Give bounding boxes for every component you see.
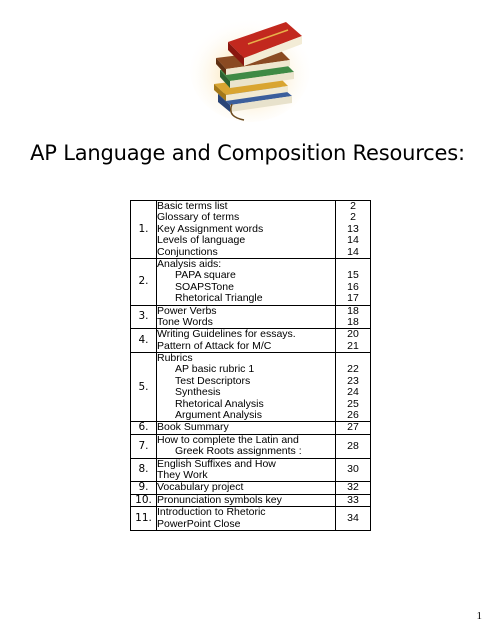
page-reference: 23 — [347, 374, 359, 387]
resource-item: Basic terms list — [157, 200, 228, 212]
page-reference: 18 — [347, 315, 359, 328]
section-number: 9. — [131, 482, 157, 494]
book-stack-illustration — [188, 8, 318, 126]
resource-item: Pattern of Attack for M/C — [157, 339, 272, 352]
section-pages — [336, 353, 371, 422]
document-title: AP Language and Composition Resources: — [30, 141, 465, 165]
section-pages — [336, 482, 371, 494]
table-row — [131, 494, 371, 506]
table-row — [131, 458, 371, 482]
section-items — [157, 458, 336, 482]
section-items — [157, 258, 336, 305]
resource-item: Introduction to Rhetoric — [157, 506, 266, 519]
page-reference: 34 — [347, 511, 359, 524]
page-reference: 33 — [347, 493, 359, 506]
table-row — [131, 329, 371, 353]
resource-item: Tone Words — [157, 315, 213, 328]
section-items — [157, 201, 336, 259]
section-items — [157, 482, 336, 494]
section-pages — [336, 422, 371, 434]
resources-table — [130, 200, 371, 531]
section-number: 7. — [131, 434, 157, 458]
page-reference: 32 — [347, 481, 359, 494]
section-number: 3. — [131, 305, 157, 329]
page-reference: 20 — [347, 328, 359, 341]
resource-item: Rhetorical Analysis — [175, 397, 264, 410]
section-items — [157, 353, 336, 422]
page-reference: 14 — [347, 234, 359, 247]
table-row — [131, 434, 371, 458]
resource-item: How to complete the Latin and — [157, 433, 299, 446]
resource-item: Key Assignment words — [157, 222, 264, 235]
table-row — [131, 305, 371, 329]
resource-item: They Work — [157, 469, 208, 481]
resource-item: English Suffixes and How — [157, 457, 276, 470]
table-row — [131, 201, 371, 259]
resource-item: AP basic rubric 1 — [175, 363, 255, 376]
resource-item: PAPA square — [175, 269, 236, 282]
resource-item: Glossary of terms — [157, 211, 240, 224]
section-number: 1. — [131, 201, 157, 259]
page-reference: 17 — [347, 292, 359, 305]
resource-item: Analysis aids: — [157, 257, 222, 270]
page-reference: 15 — [347, 269, 359, 282]
page-reference: 24 — [347, 386, 359, 399]
resource-item: SOAPSTone — [175, 280, 234, 293]
table-row — [131, 507, 371, 531]
resource-item: Argument Analysis — [175, 409, 262, 422]
resource-item: Conjunctions — [157, 245, 218, 258]
section-pages — [336, 434, 371, 458]
resource-item: PowerPoint Close — [157, 517, 241, 530]
section-items — [157, 507, 336, 531]
resource-item: Power Verbs — [157, 304, 217, 317]
resource-item: Vocabulary project — [157, 481, 244, 494]
section-pages — [336, 507, 371, 531]
table-row — [131, 258, 371, 305]
resource-item: Rhetorical Triangle — [175, 292, 263, 305]
section-number: 2. — [131, 258, 157, 305]
resource-item: Rubrics — [157, 352, 193, 365]
section-pages — [336, 494, 371, 506]
section-number: 5. — [131, 353, 157, 422]
section-items — [157, 494, 336, 506]
resource-item: Book Summary — [157, 421, 229, 434]
section-number: 10. — [131, 494, 157, 506]
section-items — [157, 305, 336, 329]
resource-item: Pronunciation symbols key — [157, 493, 282, 506]
page-reference: 27 — [347, 421, 359, 434]
table-row — [131, 482, 371, 494]
page-reference: 16 — [347, 280, 359, 293]
section-number: 6. — [131, 422, 157, 434]
section-pages — [336, 305, 371, 329]
table-row — [131, 353, 371, 422]
resource-item: Synthesis — [175, 386, 221, 399]
section-items — [157, 329, 336, 353]
page-reference: 26 — [347, 409, 359, 422]
page-reference: 25 — [347, 397, 359, 410]
resource-item: Test Descriptors — [175, 374, 251, 387]
table-row — [131, 422, 371, 434]
resource-item: Greek Roots assignments : — [175, 445, 302, 458]
page-number: 1 — [476, 610, 482, 622]
resource-item: Levels of language — [157, 234, 246, 247]
page-reference: 30 — [347, 463, 359, 476]
section-number: 4. — [131, 329, 157, 353]
section-pages — [336, 458, 371, 482]
section-pages — [336, 258, 371, 305]
section-number: 8. — [131, 458, 157, 482]
page-reference: 21 — [347, 339, 359, 352]
page-reference: 13 — [347, 222, 359, 235]
page-reference: 2 — [350, 211, 356, 224]
section-pages — [336, 329, 371, 353]
section-pages — [336, 201, 371, 259]
section-items — [157, 422, 336, 434]
section-items — [157, 434, 336, 458]
page-reference: 28 — [347, 439, 359, 452]
section-number: 11. — [131, 507, 157, 531]
page-reference: 2 — [350, 200, 356, 212]
page-reference: 14 — [347, 245, 359, 258]
resource-item: Writing Guidelines for essays. — [157, 328, 296, 341]
page-reference: 18 — [347, 304, 359, 317]
page-reference: 22 — [347, 363, 359, 376]
